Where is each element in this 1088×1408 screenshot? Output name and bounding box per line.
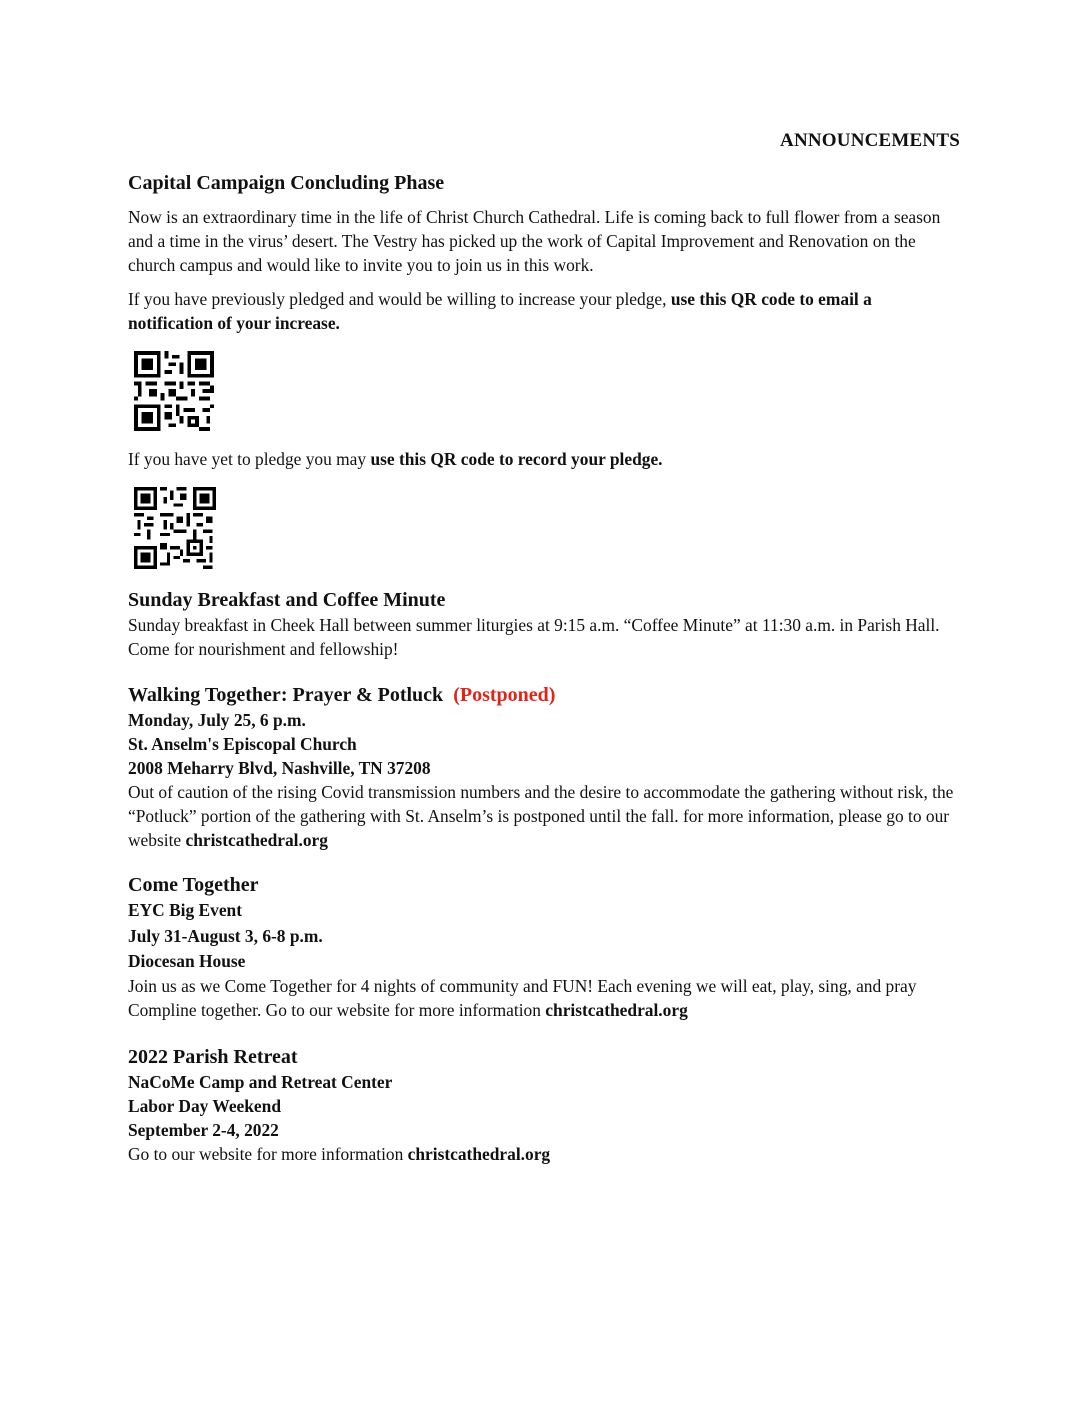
walking-together-heading-row — [128, 682, 960, 708]
new-pledge-paragraph — [128, 447, 960, 471]
breakfast-body: Sunday breakfast in Cheek Hall between summer liturgies at 9:15 a.m. “Coffee Minute” at 11:30 a.m. in Parish Hall. Come for nourishment and fellowship! — [128, 615, 940, 659]
parish-retreat-dates: September 2-4, 2022 — [128, 1120, 279, 1140]
walking-together-heading: Walking Together: Prayer & Potluck — [128, 684, 444, 706]
come-together-body: Join us as we Come Together for 4 nights of community and FUN! Each evening we will eat, play, sing, and pray Compline together. Go to our website for more information — [128, 976, 917, 1020]
come-together-section — [128, 872, 960, 1022]
come-together-heading: Come Together — [128, 874, 259, 896]
parish-retreat-place: NaCoMe Camp and Retreat Center — [128, 1072, 393, 1092]
come-together-dates: July 31-August 3, 6-8 p.m. — [128, 926, 323, 946]
come-together-body-paragraph — [128, 974, 960, 1022]
increase-pledge-text: If you have previously pledged and would be willing to increase your pledge, — [128, 289, 671, 309]
come-together-event: EYC Big Event — [128, 900, 243, 920]
postponed-badge: (Postponed) — [453, 684, 556, 706]
walking-together-body-paragraph — [128, 780, 960, 852]
come-together-location: Diocesan House — [128, 951, 246, 971]
breakfast-heading: Sunday Breakfast and Coffee Minute — [128, 589, 446, 611]
parish-retreat-section — [128, 1044, 960, 1166]
website-link[interactable]: christcathedral.org — [545, 1000, 688, 1020]
capital-campaign-heading: Capital Campaign Concluding Phase — [128, 172, 445, 194]
page-title: ANNOUNCEMENTS — [780, 130, 960, 151]
website-link[interactable]: christcathedral.org — [407, 1144, 551, 1164]
walking-together-location: St. Anselm's Episcopal Church — [128, 734, 357, 754]
parish-retreat-body: Go to our website for more information — [128, 1144, 408, 1164]
announcements-content — [128, 170, 960, 1166]
qr-code-increase-pledge[interactable] — [134, 351, 214, 431]
breakfast-section — [128, 587, 960, 661]
capital-campaign-paragraph: Now is an extraordinary time in the life of Christ Church Cathedral. Life is coming back to full flower from a season and a time in the virus’ desert. The Vestry has picked up the work of Capital Improvement and Renovation on the church campus and would like to invite you to join us in this work. — [128, 207, 941, 275]
parish-retreat-weekend: Labor Day Weekend — [128, 1096, 281, 1116]
increase-pledge-instruction: use this QR code to email a notification of your increase. — [128, 289, 872, 333]
parish-retreat-heading: 2022 Parish Retreat — [128, 1046, 298, 1068]
new-pledge-instruction: use this QR code to record your pledge. — [370, 449, 663, 469]
new-pledge-text: If you have yet to pledge you may — [128, 449, 371, 469]
walking-together-date: Monday, July 25, 6 p.m. — [128, 710, 306, 730]
walking-together-body: Out of caution of the rising Covid transmission numbers and the desire to accommodate the gathering without risk, the “Potluck” portion of the gathering with St. Anselm’s is postponed until the fall. for more information, please go to our website — [128, 782, 954, 850]
qr-code-record-pledge[interactable] — [134, 487, 216, 569]
walking-together-address: 2008 Meharry Blvd, Nashville, TN 37208 — [128, 758, 431, 778]
capital-campaign-section — [128, 170, 960, 569]
website-link[interactable]: christcathedral.org — [185, 830, 328, 850]
parish-retreat-body-paragraph — [128, 1142, 960, 1166]
walking-together-section — [128, 682, 960, 852]
increase-pledge-paragraph — [128, 287, 960, 335]
